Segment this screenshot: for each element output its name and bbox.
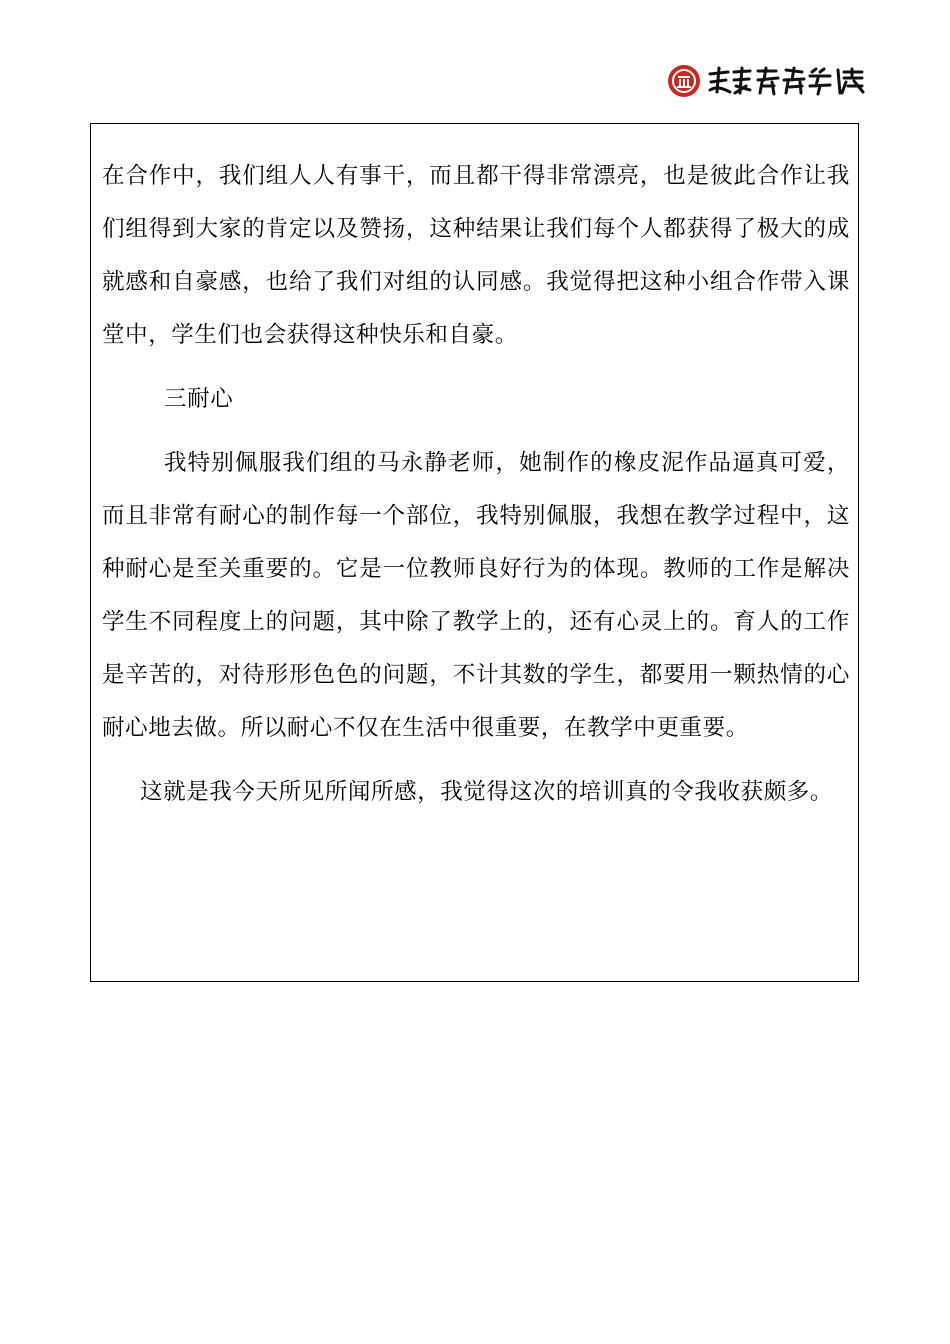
section-heading-patience: 三耐心 [164,386,234,412]
logo-calligraphy [706,66,868,96]
paragraph-cooperation: 在合作中，我们组人人有事干，而且都干得非常漂亮，也是彼此合作让我们组得到大家的肯定以及赞扬，这种结果让我们每个人都获得了极大的成就感和自豪感，也给了我们对组的认同感。我觉得把这种小组合作带入课堂中，学生们也会获得这种快乐和自豪。 [102,163,850,348]
institution-seal-icon [668,65,700,97]
paragraph-patience: 我特别佩服我们组的马永静老师，她制作的橡皮泥作品逼真可爱，而且非常有耐心的制作每一个部位，我特别佩服，我想在教学过程中，这种耐心是至关重要的。它是一位教师良好行为的体现。教师的工作是解决学生不同程度上的问题，其中除了教学上的，还有心灵上的。育人的工作是辛苦的，对待形形色色的问题，不计其数的学生，都要用一颗热情的心耐心地去做。所以耐心不仅在生活中很重要，在教学中更重要。 [102,450,850,741]
document-body [102,150,850,819]
header-logo [668,64,873,98]
paragraph-conclusion: 这就是我今天所见所闻所感，我觉得这次的培训真的令我收获颇多。 [140,779,834,805]
